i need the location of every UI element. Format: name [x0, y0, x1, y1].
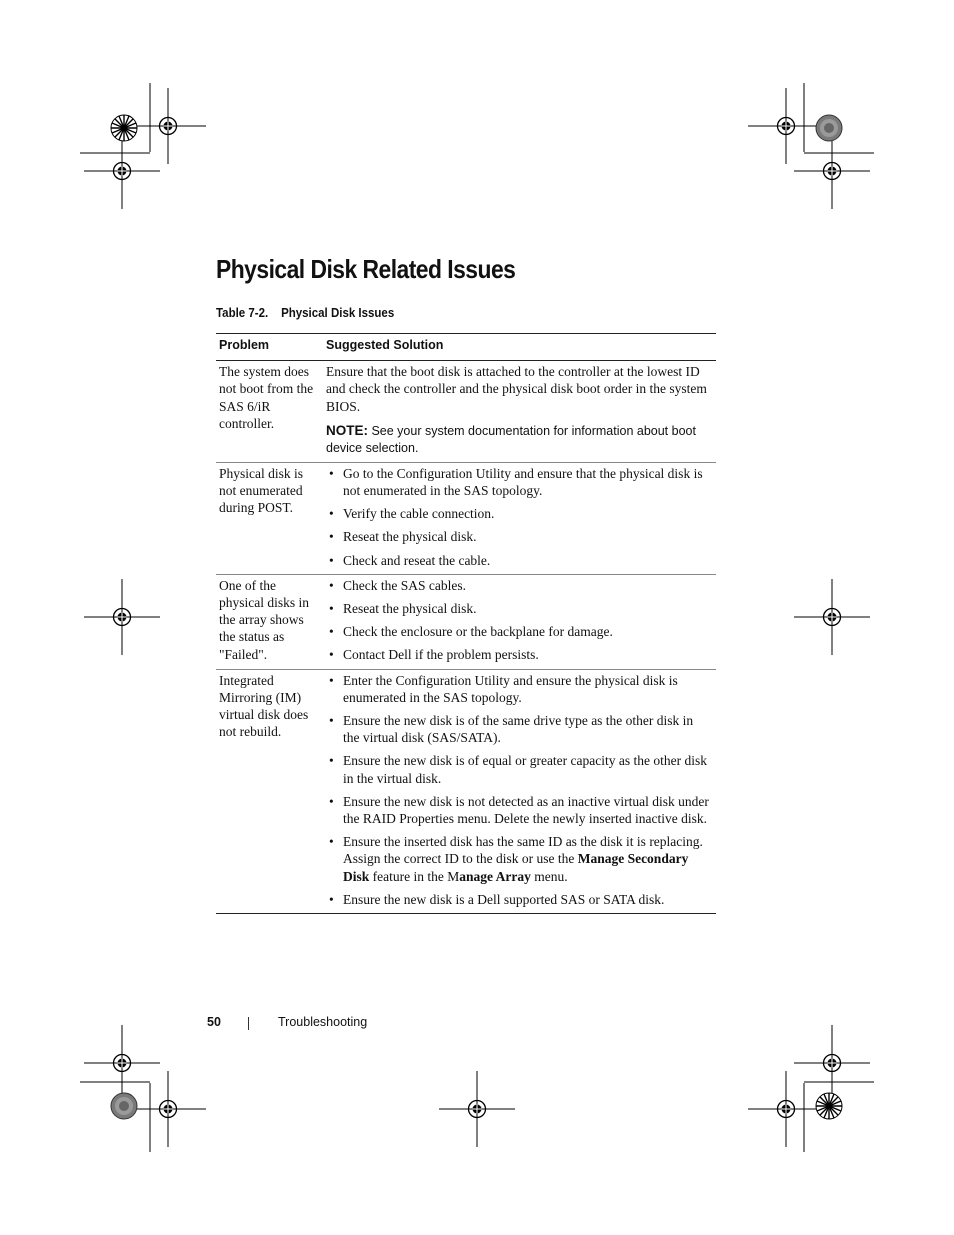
- list-item: • Reseat the physical disk.: [326, 528, 713, 545]
- manage-array-term: anage Array: [459, 868, 531, 884]
- table-header-row: [216, 334, 716, 361]
- problem-cell: One of the physical disks in the array shows the status as "Failed".: [216, 574, 323, 669]
- page-number: 50: [207, 1015, 221, 1029]
- table-title: Physical Disk Issues: [281, 306, 395, 320]
- list-item: • Check and reseat the cable.: [326, 552, 713, 569]
- footer-divider: [248, 1017, 249, 1030]
- problem-cell: The system does not boot from the SAS 6/iR controller.: [216, 361, 323, 463]
- table-caption: [216, 306, 394, 320]
- solution-list: [326, 465, 713, 569]
- page-footer: [207, 1015, 507, 1035]
- solution-cell: [323, 361, 716, 463]
- list-item: • Ensure the new disk is of the same drive type as the other disk in the virtual disk (SAS/SATA).: [326, 712, 713, 746]
- problem-cell: Physical disk is not enumerated during POST.: [216, 462, 323, 574]
- table-row: [216, 462, 716, 574]
- list-item: • Verify the cable connection.: [326, 505, 713, 522]
- note-text: See your system documentation for information about boot device selection.: [326, 423, 696, 455]
- solution-cell: [323, 574, 716, 669]
- list-item: • Contact Dell if the problem persists.: [326, 646, 713, 663]
- id-bullet-post: menu.: [530, 868, 568, 884]
- list-item: • Ensure the new disk is of equal or greater capacity as the other disk in the virtual disk.: [326, 752, 713, 786]
- solution-cell: [323, 462, 716, 574]
- column-header-problem: Problem: [216, 334, 323, 361]
- list-item: • Ensure the new disk is a Dell supported SAS or SATA disk.: [326, 891, 713, 908]
- list-item: • Enter the Configuration Utility and ensure the physical disk is enumerated in the SAS topology.: [326, 672, 713, 706]
- physical-disk-issues-table: [216, 333, 716, 914]
- footer-section-title: Troubleshooting: [278, 1015, 368, 1029]
- list-item: • Go to the Configuration Utility and ensure that the physical disk is not enumerated in the SAS topology.: [326, 465, 713, 499]
- list-item: • Check the SAS cables.: [326, 577, 713, 594]
- table-row: [216, 669, 716, 913]
- problem-cell: Integrated Mirroring (IM) virtual disk does not rebuild.: [216, 669, 323, 913]
- table-row: [216, 361, 716, 463]
- solution-list: [326, 672, 713, 908]
- solution-text: Ensure that the boot disk is attached to the controller at the lowest ID and check the controller and the physical disk boot order in the system BIOS.: [326, 364, 707, 414]
- solution-list: [326, 577, 713, 664]
- note-label: NOTE:: [326, 422, 368, 438]
- list-item: [326, 833, 713, 885]
- solution-cell: [323, 669, 716, 913]
- note: [326, 422, 713, 457]
- table-row: [216, 574, 716, 669]
- list-item: • Check the enclosure or the backplane for damage.: [326, 623, 713, 640]
- id-bullet-mid: feature in the M: [369, 868, 460, 884]
- list-item: • Ensure the new disk is not detected as an inactive virtual disk under the RAID Properties menu. Delete the newly inserted inactive disk.: [326, 793, 713, 827]
- list-item: • Reseat the physical disk.: [326, 600, 713, 617]
- table-number: Table 7-2.: [216, 306, 269, 320]
- page-heading: Physical Disk Related Issues: [216, 254, 516, 284]
- id-bullet-pre: Ensure the inserted disk has the same ID as the disk it is replacing. Assign the correct ID to the disk or use the: [343, 834, 703, 867]
- column-header-solution: Suggested Solution: [323, 334, 716, 361]
- manage-secondary-disk-term: Manage Secondary Disk: [343, 851, 689, 884]
